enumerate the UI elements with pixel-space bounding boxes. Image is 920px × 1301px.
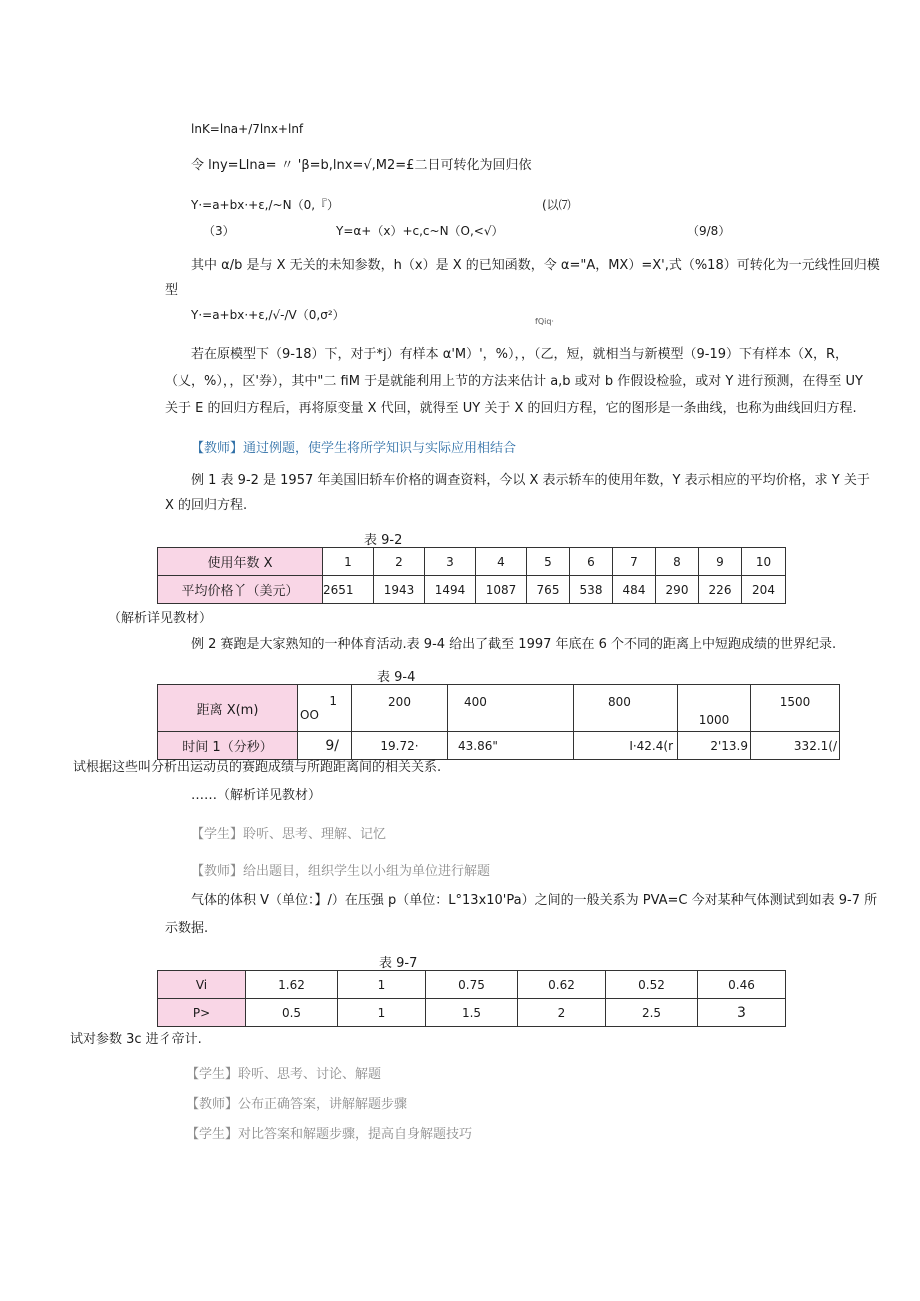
table-cell: 538 <box>570 576 613 604</box>
equation-number-2: （9/8） <box>687 224 731 238</box>
equation-number-1: (以⑺ <box>542 198 571 212</box>
table-cell: 2.5 <box>606 999 698 1027</box>
example-1-text: X 的回归方程. <box>165 498 248 513</box>
table-cell: 43.86" <box>448 732 574 760</box>
table-cell: 0.52 <box>606 971 698 999</box>
table-cell: 7 <box>613 548 656 576</box>
table-cell: 3 <box>698 999 786 1027</box>
table-header-cell: 使用年数 X <box>158 548 323 576</box>
table-cell: 765 <box>527 576 570 604</box>
student-note: 【学生】聆听、思考、理解、记忆 <box>191 827 387 842</box>
table-cell: 6 <box>570 548 613 576</box>
table-cell: 4 <box>476 548 527 576</box>
table-cell: 1000 <box>678 685 751 732</box>
student-note: 【学生】对比答案和解题步骤，提高自身解题技巧 <box>186 1127 473 1142</box>
example-2-text: 例 2 赛跑是大家熟知的一种体育活动.表 9-4 给出了截至 1997 年底在 6 个不同的距离上中短跑成绩的世界纪录. <box>191 637 837 652</box>
table-cell: 2651 <box>323 576 374 604</box>
table-caption: 表 9-4 <box>377 670 416 685</box>
analysis-note: ……（解析详见教材） <box>191 788 322 803</box>
example-1-text: 例 1 表 9-2 是 1957 年美国旧轿车价格的调查资料，今以 X 表示轿车的使用年数，Y 表示相应的平均价格，求 Y 关于 <box>191 473 870 488</box>
table-header-cell: 时间 1（分秒） <box>158 732 298 760</box>
table-cell: 0.46 <box>698 971 786 999</box>
table-cell: I·42.4(r <box>574 732 678 760</box>
formula-line-4: Y=α+（x）+c,c~N（O,<√） <box>336 224 504 238</box>
analysis-note: （解析详见教材） <box>108 611 213 626</box>
table-cell: 1.62 <box>246 971 338 999</box>
teacher-note: 【教师】通过例题，使学生将所学知识与实际应用相结合 <box>191 441 517 456</box>
paragraph-line: 其中 α/b 是与 X 无关的未知参数，h（x）是 X 的已知函数，令 α="A，MX）=X',式（%18）可转化为一元线性回归模 <box>191 258 880 273</box>
table-row <box>158 971 786 999</box>
cell-fragment: 1 <box>329 694 337 708</box>
paragraph-line: （乂，%），，区'券），其中"二 fiM 于是就能利用上节的方法来估计 a,b 或对 b 作假设检验，或对 Y 进行预测，在得至 UY <box>165 374 864 389</box>
table-row <box>158 576 786 604</box>
cell-fragment: OO <box>300 708 319 722</box>
table-cell: 3 <box>425 548 476 576</box>
table-cell: 290 <box>656 576 699 604</box>
equation-number-3: （3） <box>203 224 235 238</box>
table-9-4 <box>157 684 840 760</box>
instruction-text: 试对参数 3c 进彳帝计. <box>70 1032 202 1047</box>
table-cell: 8 <box>656 548 699 576</box>
table-cell: 484 <box>613 576 656 604</box>
table-row <box>158 732 840 760</box>
table-row <box>158 548 786 576</box>
table-cell: 204 <box>742 576 786 604</box>
table-cell: 1500 <box>751 685 840 732</box>
table-cell: 0.75 <box>426 971 518 999</box>
table-cell: 1494 <box>425 576 476 604</box>
table-header-cell: 距离 X(m) <box>158 685 298 732</box>
table-cell: 400 <box>448 685 574 732</box>
table-cell: 5 <box>527 548 570 576</box>
table-cell: 0.62 <box>518 971 606 999</box>
formula-line-5: Y·=a+bx·+ε,/√-/V（0,σ²） <box>191 308 345 322</box>
table-header-cell: 平均价格丫（美元） <box>158 576 323 604</box>
table-cell: 2'13.9 <box>678 732 751 760</box>
teacher-note: 【教师】公布正确答案，讲解解题步骤 <box>186 1097 408 1112</box>
formula-line-1: lnK=lna+/7lnx+lnf <box>191 122 304 136</box>
problem-text: 气体的体积 V（单位：】/）在压强 p（单位：L°13x10'Pa）之间的一般关系为 PVA=C 今对某种气体测试到如表 9-7 所 <box>191 893 878 908</box>
paragraph-line: 关于 E 的回归方程后，再将原变量 X 代回，就得至 UY 关于 X 的回归方程，它的图形是一条曲线，也称为曲线回归方程. <box>165 401 857 416</box>
teacher-note: 【教师】给出题目，组织学生以小组为单位进行解题 <box>191 864 491 879</box>
paragraph-line: 若在原模型下（9-18）下，对于*j）有样本 α'M）'，%），，（乙，短，就相当与新模型（9-19）下有样本（X，R， <box>191 347 848 362</box>
table-cell: 2 <box>374 548 425 576</box>
formula-line-2: 令 lny=Llna= 〃 'β=b,lnx=√,M2=£二日可转化为回归依 <box>191 158 532 173</box>
table-cell: 200 <box>352 685 448 732</box>
table-row <box>158 999 786 1027</box>
table-header-cell: P> <box>158 999 246 1027</box>
table-cell: 19.72· <box>352 732 448 760</box>
table-header-cell: Vi <box>158 971 246 999</box>
formula-line-3: Y·=a+bx·+ε,/~N（0,『） <box>191 198 340 212</box>
table-9-2 <box>157 547 786 604</box>
table-cell: 2 <box>518 999 606 1027</box>
table-row <box>158 685 840 732</box>
paragraph-line: 型 <box>165 283 179 298</box>
table-cell: 0.5 <box>246 999 338 1027</box>
problem-text: 示数据. <box>165 921 209 936</box>
table-cell: 800 <box>574 685 678 732</box>
table-cell <box>298 685 352 732</box>
formula-fragment: fQiq· <box>535 317 554 326</box>
table-cell: 1 <box>323 548 374 576</box>
table-cell: 332.1(/ <box>751 732 840 760</box>
table-cell: 9 <box>699 548 742 576</box>
instruction-text: 试根据这些叫分析出运动员的赛跑成绩与所跑距离间的相关关系. <box>73 760 442 775</box>
student-note: 【学生】聆听、思考、讨论、解题 <box>186 1067 382 1082</box>
table-caption: 表 9-7 <box>379 956 418 971</box>
table-caption: 表 9-2 <box>364 533 403 548</box>
table-cell: 1 <box>338 971 426 999</box>
table-cell: 1087 <box>476 576 527 604</box>
table-9-7 <box>157 970 786 1027</box>
table-cell: 10 <box>742 548 786 576</box>
table-cell: 1.5 <box>426 999 518 1027</box>
table-cell: 1 <box>338 999 426 1027</box>
table-cell: 226 <box>699 576 742 604</box>
table-cell: 1943 <box>374 576 425 604</box>
table-cell: 9/ <box>298 732 352 760</box>
